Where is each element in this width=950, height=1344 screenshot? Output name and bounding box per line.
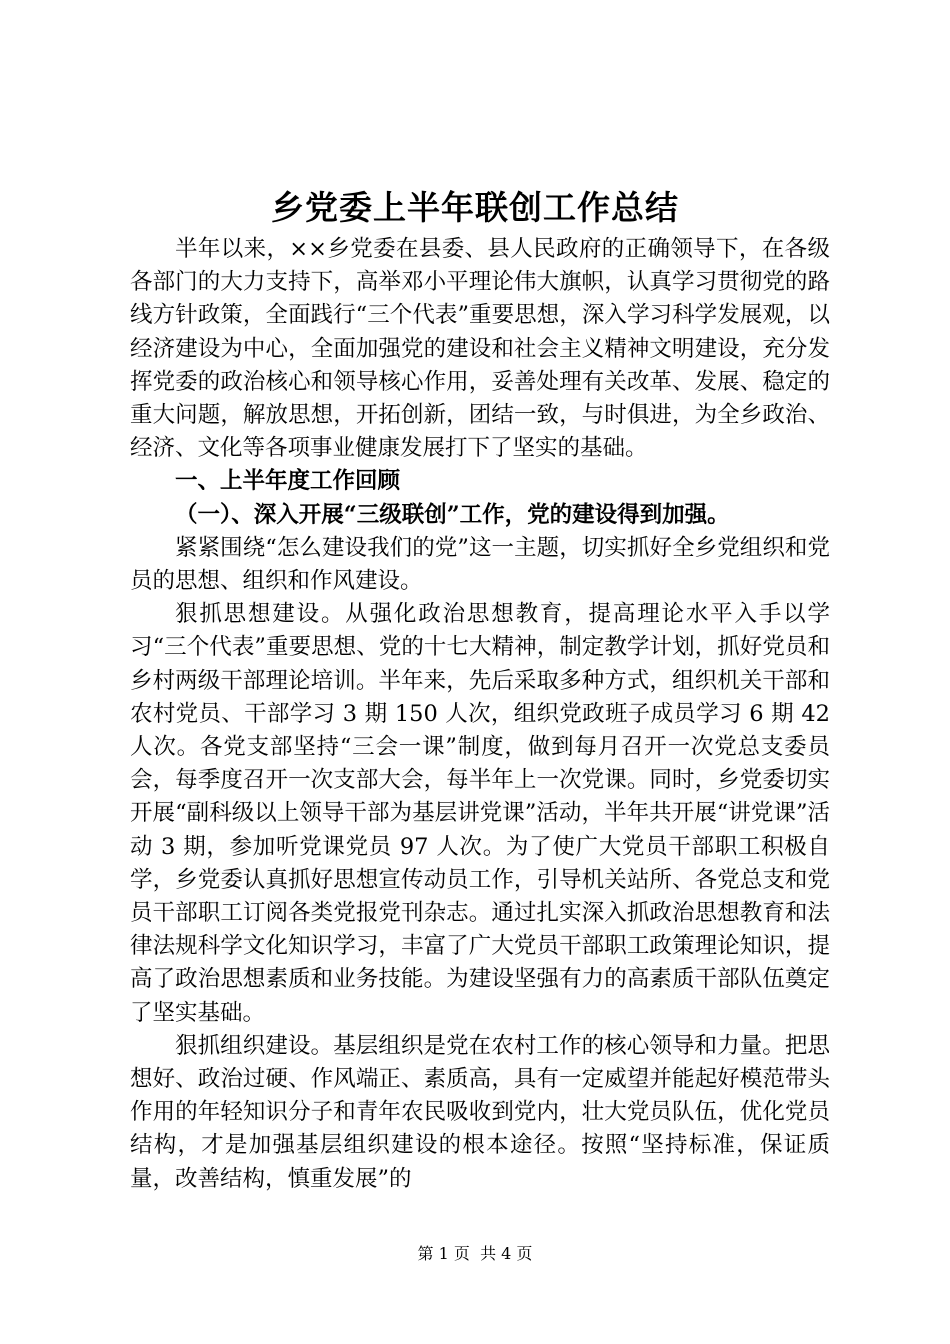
document-body	[130, 233, 830, 1196]
page-footer	[0, 1242, 950, 1266]
body-paragraph: 狠抓思想建设。从强化政治思想教育，提高理论水平入手以学习“三个代表”重要思想、党的十七大精神，制定教学计划，抓好党员和乡村两级干部理论培训。半年来，先后采取多种方式，组织机关干部和农村党员、干部学习 3 期 150 人次，组织党政班子成员学习 6 期 42 人次。各党支部坚持“三会一课”制度，做到每月召开一次党总支委员会，每季度召开一次支部大会，每半年上一次党课。同时，乡党委切实开展“副科级以上领导干部为基层讲党课”活动，半年共开展“讲党课”活动 3 期，参加听党课党员 97 人次。为了使广大党员干部职工积极自学，乡党委认真抓好思想宣传动员工作，引导机关站所、各党总支和党员干部职工订阅各类党报党刊杂志。通过扎实深入抓政治思想教育和法律法规科学文化知识学习，丰富了广大党员干部职工政策理论知识，提高了政治思想素质和业务技能。为建设坚强有力的高素质干部队伍奠定了坚实基础。	[130, 601, 830, 1026]
section-heading: 一、上半年度工作回顾	[175, 468, 401, 495]
document-title: 乡党委上半年联创工作总结	[271, 188, 679, 227]
body-paragraph: 紧紧围绕“怎么建设我们的党”这一主题，切实抓好全乡党组织和党员的思想、组织和作风建设。	[130, 534, 830, 595]
page-number: 第 1 页	[417, 1244, 470, 1263]
subsection-heading: （一）、深入开展“三级联创”工作，党的建设得到加强。	[175, 501, 730, 528]
intro-paragraph: 半年以来，××乡党委在县委、县人民政府的正确领导下，在各级各部门的大力支持下，高举邓小平理论伟大旗帜，认真学习贯彻党的路线方针政策，全面践行“三个代表”重要思想，深入学习科学发展观，以经济建设为中心，全面加强党的建设和社会主义精神文明建设，充分发挥党委的政治核心和领导核心作用，妥善处理有关改革、发展、稳定的重大问题，解放思想，开拓创新，团结一致，与时俱进，为全乡政治、经济、文化等各项事业健康发展打下了坚实的基础。	[130, 236, 830, 462]
body-paragraph: 狠抓组织建设。基层组织是党在农村工作的核心领导和力量。把思想好、政治过硬、作风端正、素质高，具有一定威望并能起好模范带头作用的年轻知识分子和青年农民吸收到党内，壮大党员队伍，优化党员结构，才是加强基层组织建设的根本途径。按照“坚持标准，保证质量，改善结构，慎重发展”的	[130, 1032, 830, 1192]
page-total: 共 4 页	[480, 1244, 533, 1263]
